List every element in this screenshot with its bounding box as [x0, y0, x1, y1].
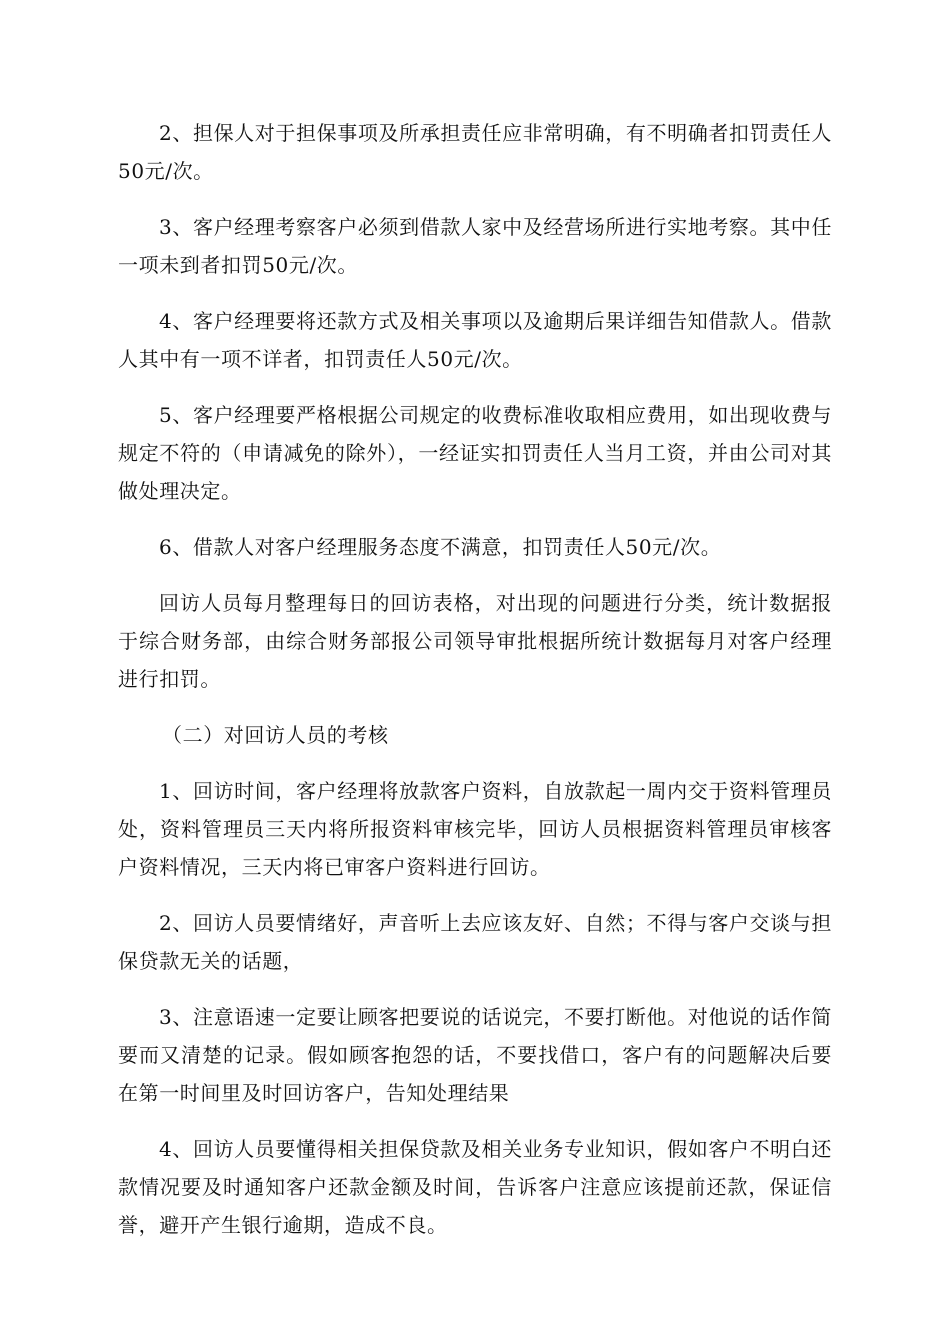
paragraph-item-3: 3、客户经理考察客户必须到借款人家中及经营场所进行实地考察。其中任一项未到者扣罚50元/次。: [118, 215, 832, 277]
paragraph-item-4: 4、客户经理要将还款方式及相关事项以及逾期后果详细告知借款人。借款人其中有一项不详者，扣罚责任人50元/次。: [118, 309, 832, 371]
document-body: [118, 114, 832, 1262]
paragraph-visit-time: 1、回访时间，客户经理将放款客户资料，自放款起一周内交于资料管理员处，资料管理员三天内将所报资料审核完毕，回访人员根据资料管理员审核客户资料情况，三天内将已审客户资料进行回访。: [118, 779, 832, 879]
section-heading: （二）对回访人员的考核: [162, 723, 389, 747]
paragraph-followup-summary: 回访人员每月整理每日的回访表格，对出现的问题进行分类，统计数据报于综合财务部，由综合财务部报公司领导审批根据所统计数据每月对客户经理进行扣罚。: [118, 591, 832, 691]
paragraph-item-6: 6、借款人对客户经理服务态度不满意，扣罚责任人50元/次。: [159, 535, 722, 559]
paragraph-item-5: 5、客户经理要严格根据公司规定的收费标准收取相应费用，如出现收费与规定不符的（申请减免的除外），一经证实扣罚责任人当月工资，并由公司对其做处理决定。: [118, 403, 832, 503]
paragraph-professional-knowledge: 4、回访人员要懂得相关担保贷款及相关业务专业知识，假如客户不明白还款情况要及时通知客户还款金额及时间，告诉客户注意应该提前还款，保证信誉，避开产生银行逾期，造成不良。: [118, 1137, 832, 1237]
paragraph-visit-attitude: 2、回访人员要情绪好，声音听上去应该友好、自然；不得与客户交谈与担保贷款无关的话题，: [118, 911, 832, 973]
paragraph-item-2: 2、担保人对于担保事项及所承担责任应非常明确，有不明确者扣罚责任人50元/次。: [118, 121, 832, 183]
paragraph-speech-pace: 3、注意语速一定要让顾客把要说的话说完，不要打断他。对他说的话作简要而又清楚的记录。假如顾客抱怨的话，不要找借口，客户有的问题解决后要在第一时间里及时回访客户，告知处理结果: [118, 1005, 832, 1105]
